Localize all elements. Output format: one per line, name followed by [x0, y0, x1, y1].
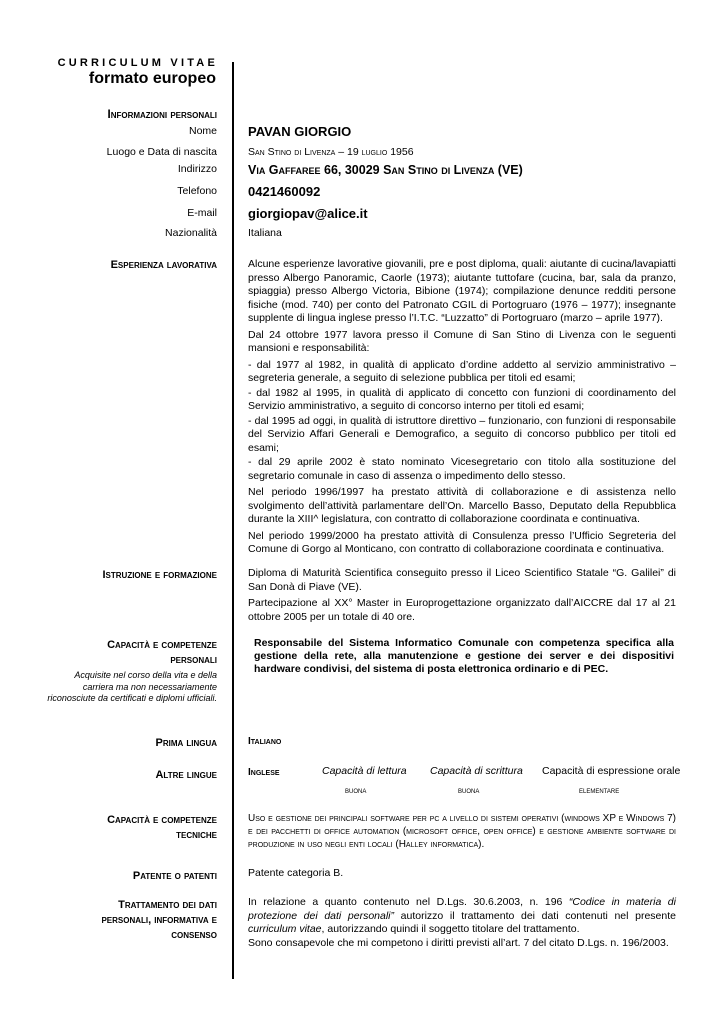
label-address: Indirizzo: [177, 163, 217, 175]
value-phone: 0421460092: [248, 184, 321, 199]
education-paragraph: Diploma di Maturità Scientifica conseguito presso il Liceo Scientifico Statale “G. Galilei” di San Donà di Piave (VE).: [248, 567, 676, 593]
section-privacy-line3: consenso: [171, 929, 217, 941]
competences-note: Acquisite nel corso della vita e della carriera ma non necessariamente riconosciute da certificati e diplomi ufficiali.: [47, 670, 217, 703]
section-competences-line1: Capacità e competenze: [107, 639, 217, 651]
label-nationality: Nazionalità: [165, 227, 217, 239]
privacy-text-d: curriculum vitae: [248, 923, 322, 935]
section-education: Istruzione e formazione: [102, 569, 217, 581]
education-text: [248, 567, 676, 627]
experience-paragraph: - dal 1995 ad oggi, in qualità di istruttore direttivo – funzionario, con funzioni di responsabile del Servizio Affari Generali e Demografico, a seguito di concorso pubblico per titoli ed esami;: [248, 414, 676, 454]
section-technical: [107, 813, 217, 843]
experience-paragraph: Dal 24 ottobre 1977 lavora presso il Comune di San Stino di Livenza con le seguenti mansioni e responsabilità:: [248, 328, 676, 354]
oral-label: Capacità di espressione orale: [542, 765, 681, 777]
section-privacy: [101, 898, 217, 943]
oral-level: elementare: [579, 785, 620, 795]
privacy-paragraph-1: [248, 896, 676, 937]
label-phone: Telefono: [177, 185, 217, 197]
technical-text: Uso e gestione dei principali software per pc a livello di sistemi operativi (windows XP e Windows 7) e dei pacchetti di office automation (microsoft office, open office) e gestione ambiente software di produzione in uso negli enti locali (Halley informatica).: [248, 813, 676, 850]
cv-title: CURRICULUM VITAE: [57, 57, 218, 69]
value-first-language: Italiano: [248, 736, 282, 747]
value-license: Patente categoria B.: [248, 867, 344, 879]
experience-paragraph: - dal 1977 al 1982, in qualità di applicato d’ordine addetto al servizio amministrativo – segreteria generale, a seguito di selezione pubblica per titoli ed esami;: [248, 358, 676, 384]
value-nationality: Italiana: [248, 227, 282, 239]
privacy-text-c: autorizzo il trattamento dei dati contenuti nel presente: [394, 909, 676, 922]
value-birth: San Stino di Livenza – 19 luglio 1956: [248, 146, 414, 158]
education-paragraph: Partecipazione al XX° Master in Europrogettazione organizzato dall’AICCRE dal 17 al 21 ottobre 2005 per un totale di 40 ore.: [248, 597, 676, 623]
privacy-text-a: In relazione a quanto contenuto nel D.Lgs. 30.6.2003, n. 196: [248, 896, 569, 908]
value-email[interactable]: giorgiopav@alice.it: [248, 206, 368, 221]
section-other-languages: Altre lingue: [155, 769, 217, 781]
value-name: PAVAN GIORGIO: [248, 124, 352, 139]
section-technical-line1: Capacità e competenze: [107, 814, 217, 826]
section-license: Patente o patenti: [132, 870, 217, 882]
section-technical-line2: tecniche: [176, 829, 217, 841]
value-address: Via Gaffaree 66, 30029 San Stino di Livenza (VE): [248, 163, 523, 177]
label-email: E-mail: [187, 207, 217, 219]
section-competences-line2: personali: [170, 654, 217, 666]
section-first-language: Prima lingua: [155, 737, 217, 749]
language-name: Inglese: [248, 767, 280, 778]
section-privacy-line1: Trattamento dei dati: [118, 899, 217, 911]
competences-text: Responsabile del Sistema Informatico Comunale con competenza specifica alla gestione della rete, alla manutenzione e gestione dei server e dei dispositivi hardware condivisi, del sistema di posta elettronica ordinario e di PEC.: [254, 637, 674, 675]
reading-level: buona: [345, 785, 367, 795]
writing-label: Capacità di scrittura: [430, 765, 523, 777]
privacy-text: [248, 896, 676, 950]
label-name: Nome: [188, 125, 217, 137]
experience-paragraph: - dal 29 aprile 2002 è stato nominato Vicesegretario con titolo alla sostituzione del segretario comunale in caso di assenza o impedimento dello stesso.: [248, 456, 676, 482]
section-personal-info: Informazioni personali: [107, 109, 217, 121]
privacy-paragraph-2: Sono consapevole che mi competono i diritti previsti all’art. 7 del citato D.Lgs. n. 196/2003.: [248, 936, 669, 949]
privacy-text-b: “Codice in materia di protezione dei dati personali”: [248, 896, 676, 922]
label-birth: Luogo e Data di nascita: [106, 146, 217, 158]
section-competences: [107, 638, 217, 668]
experience-paragraph: Nel periodo 1999/2000 ha prestato attività di Consulenza presso l’Ufficio Segreteria del Comune di Gorgo al Monticano, con contratto di collaborazione coordinata e continuativa.: [248, 529, 676, 555]
experience-paragraph: Nel periodo 1996/1997 ha prestato attività di collaborazione e di assistenza nello svolgimento dell’attività parlamentare dell’On. Marcello Basso, Deputato della Repubblica durante la XIII^ legislatura, con contratto di collaborazione coordinata e continuativa.: [248, 486, 676, 525]
privacy-text-e: , autorizzando quindi il soggetto titolare del trattamento.: [321, 923, 580, 935]
section-privacy-line2: personali, informativa e: [101, 914, 217, 926]
writing-level: buona: [458, 785, 480, 795]
vertical-divider: [232, 62, 234, 979]
cv-format: formato europeo: [88, 70, 216, 87]
experience-paragraph: - dal 1982 al 1995, in qualità di applicato di concetto con funzioni di coordinamento del Servizio amministrativo, a seguito di concorso interno per titoli ed esami;: [248, 386, 676, 412]
experience-paragraph: Alcune esperienze lavorative giovanili, pre e post diploma, quali: aiutante di cucina/lavapiatti presso Albergo Panoramic, Caorle (1973); aiutante tuttofare (cucina, bar, sala da pranzo, spiaggia) presso Albergo Victoria, Bibione (1974); compilazione denunce redditi persone fisiche (mod. 740) per conto del Patronato CGIL di Portogruaro (1976 – 1977); insegnante supplente di lingua inglese presso l’I.T.C. “Luzzatto” di Portogruaro (marzo – aprile 1977).: [248, 258, 676, 324]
reading-label: Capacità di lettura: [322, 765, 407, 777]
experience-text: [248, 258, 676, 560]
section-experience: Esperienza lavorativa: [110, 259, 217, 271]
